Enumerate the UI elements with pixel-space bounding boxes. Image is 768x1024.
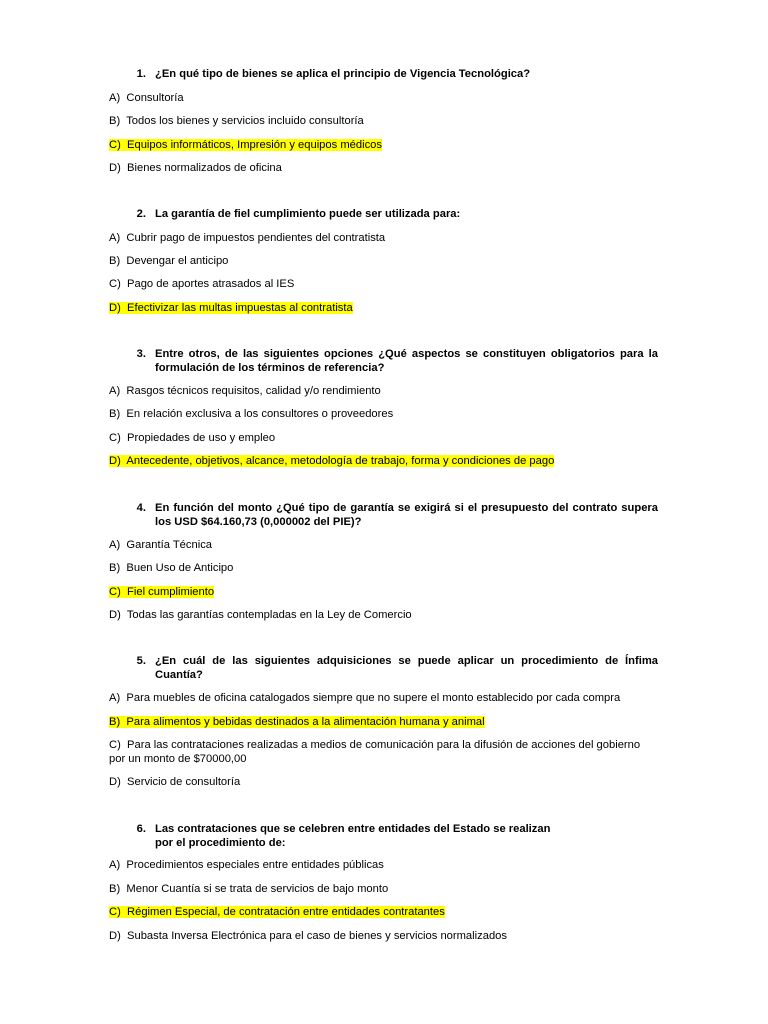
question-6 xyxy=(109,823,658,850)
highlight-correct-answer xyxy=(109,906,445,918)
question-text: ¿En cuál de las siguientes adquisiciones se puede aplicar un procedimiento de Ínfima Cuantía? xyxy=(155,655,658,681)
option-letter: D) xyxy=(109,609,121,621)
option-text: Menor Cuantía si se trata de servicios de bajo monto xyxy=(126,883,389,895)
option-6d xyxy=(109,930,669,944)
option-letter: D) xyxy=(109,930,121,942)
option-5b-correct xyxy=(109,716,669,730)
option-3d-correct xyxy=(109,455,669,469)
question-number: 4. xyxy=(136,502,146,514)
option-6c-correct xyxy=(109,906,669,920)
option-2c xyxy=(109,278,669,292)
option-letter: B) xyxy=(109,562,121,574)
option-letter: C) xyxy=(109,139,121,151)
option-2a xyxy=(109,232,669,246)
question-title xyxy=(109,823,658,850)
highlight-correct-answer xyxy=(109,455,554,467)
option-text: Subasta Inversa Electrónica para el caso de bienes y servicios normalizados xyxy=(127,930,507,942)
option-3b xyxy=(109,408,669,422)
question-number: 1. xyxy=(136,68,146,80)
option-text: Para muebles de oficina catalogados siempre que no supere el monto establecido por cada compra xyxy=(126,692,621,704)
option-letter: B) xyxy=(109,255,121,267)
option-6a xyxy=(109,859,669,873)
question-1 xyxy=(109,68,658,82)
option-text: Todos los bienes y servicios incluido consultoría xyxy=(126,115,364,127)
question-text: Entre otros, de las siguientes opciones ¿Qué aspectos se constituyen obligatorios para la formulación de los términos de referencia? xyxy=(155,348,658,374)
question-3 xyxy=(109,348,658,375)
option-letter: D) xyxy=(109,302,121,314)
option-1d xyxy=(109,162,669,176)
option-letter: B) xyxy=(109,115,121,127)
highlight-correct-answer xyxy=(109,716,485,728)
option-5a xyxy=(109,692,669,706)
option-text: Propiedades de uso y empleo xyxy=(127,432,276,444)
option-letter: D) xyxy=(109,162,121,174)
option-letter: A) xyxy=(109,385,121,397)
option-4d xyxy=(109,609,669,623)
option-text: Garantía Técnica xyxy=(126,539,213,551)
option-text: Pago de aportes atrasados al IES xyxy=(127,278,295,290)
option-letter: A) xyxy=(109,859,121,871)
option-4b xyxy=(109,562,669,576)
option-text: Procedimientos especiales entre entidades públicas xyxy=(126,859,384,871)
option-4c-correct xyxy=(109,586,669,600)
question-title xyxy=(109,655,658,682)
highlight-correct-answer xyxy=(109,586,214,598)
highlight-correct-answer xyxy=(109,302,353,314)
question-title xyxy=(109,348,658,375)
option-letter: C) xyxy=(109,278,121,290)
question-text: En función del monto ¿Qué tipo de garantía se exigirá si el presupuesto del contrato supera los USD $64.160,73 (0,000002 del PIE)? xyxy=(155,502,658,528)
question-text: ¿En qué tipo de bienes se aplica el principio de Vigencia Tecnológica? xyxy=(155,68,531,80)
option-text: Todas las garantías contempladas en la Ley de Comercio xyxy=(126,609,412,621)
option-text: Efectivizar las multas impuestas al contratista xyxy=(127,302,353,314)
option-text: Para alimentos y bebidas destinados a la alimentación humana y animal xyxy=(126,716,485,728)
option-letter: A) xyxy=(109,539,121,551)
option-3a xyxy=(109,385,669,399)
question-text: La garantía de fiel cumplimiento puede ser utilizada para: xyxy=(155,208,461,220)
option-letter: B) xyxy=(109,408,121,420)
option-letter: D) xyxy=(109,455,121,467)
option-text: Antecedente, objetivos, alcance, metodología de trabajo, forma y condiciones de pago xyxy=(126,455,555,467)
option-letter: C) xyxy=(109,906,121,918)
option-3c xyxy=(109,432,669,446)
question-title xyxy=(109,502,658,529)
option-letter: B) xyxy=(109,883,121,895)
option-text: Bienes normalizados de oficina xyxy=(127,162,282,174)
option-text: Rasgos técnicos requisitos, calidad y/o rendimiento xyxy=(126,385,381,397)
question-number: 2. xyxy=(136,208,146,220)
option-5d xyxy=(109,776,669,790)
question-2 xyxy=(109,208,658,222)
option-6b xyxy=(109,883,669,897)
option-text: En relación exclusiva a los consultores o proveedores xyxy=(126,408,394,420)
option-letter: B) xyxy=(109,716,121,728)
option-letter: A) xyxy=(109,232,121,244)
option-2d-correct xyxy=(109,302,669,316)
option-5c xyxy=(109,739,658,766)
question-title xyxy=(109,68,658,82)
option-text: Equipos informáticos, Impresión y equipos médicos xyxy=(127,139,382,151)
question-5 xyxy=(109,655,658,682)
option-text: Buen Uso de Anticipo xyxy=(126,562,234,574)
question-title xyxy=(109,208,658,222)
option-text: Devengar el anticipo xyxy=(126,255,229,267)
question-number: 5. xyxy=(136,655,146,667)
question-number: 3. xyxy=(136,348,146,360)
option-text: Fiel cumplimiento xyxy=(127,586,215,598)
option-2b xyxy=(109,255,669,269)
option-letter: C) xyxy=(109,432,121,444)
option-text: Régimen Especial, de contratación entre entidades contratantes xyxy=(127,906,445,918)
question-text: Las contrataciones que se celebren entre entidades del Estado se realizan por el procedimiento de: xyxy=(155,823,551,849)
option-1c-correct xyxy=(109,139,669,153)
option-text: Para las contrataciones realizadas a medios de comunicación para la difusión de acciones del gobierno por un monto de $70000,00 xyxy=(109,739,641,765)
highlight-correct-answer xyxy=(109,139,382,151)
option-text: Cubrir pago de impuestos pendientes del contratista xyxy=(126,232,386,244)
question-number: 6. xyxy=(136,823,146,835)
option-letter: A) xyxy=(109,92,121,104)
option-4a xyxy=(109,539,669,553)
option-letter: C) xyxy=(109,586,121,598)
option-letter: C) xyxy=(109,739,121,751)
option-text: Consultoría xyxy=(126,92,184,104)
option-1b xyxy=(109,115,669,129)
option-letter: D) xyxy=(109,776,121,788)
option-1a xyxy=(109,92,669,106)
option-letter: A) xyxy=(109,692,121,704)
question-4 xyxy=(109,502,658,529)
option-text: Servicio de consultoría xyxy=(127,776,241,788)
